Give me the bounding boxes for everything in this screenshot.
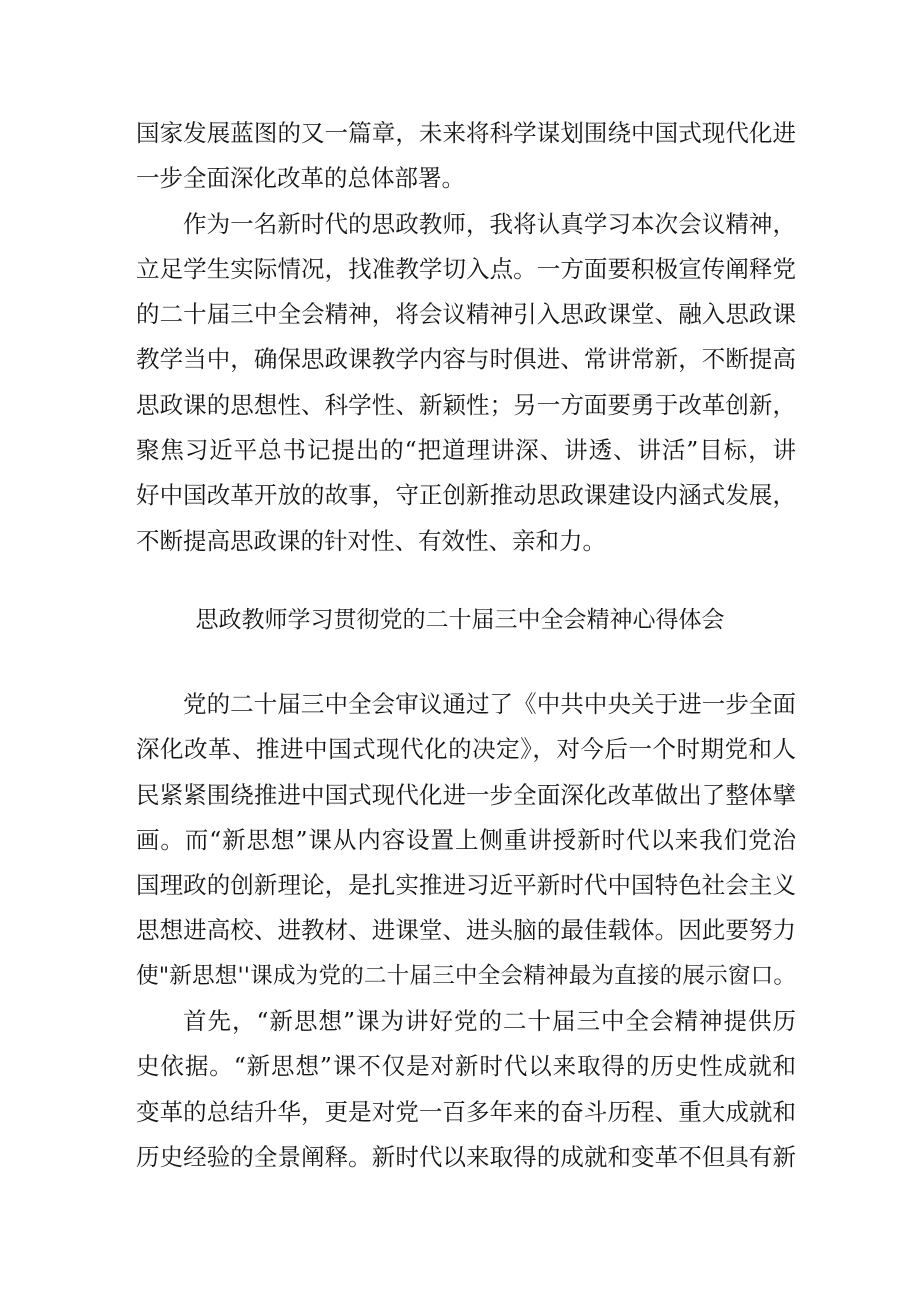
text-line: 党的二十届三中全会审议通过了《中共中央关于进一步全面: [183, 690, 796, 718]
text-line: 变革的总结升华，更是对党一百多年来的奋斗历程、重大成就和: [136, 1097, 796, 1126]
text-line: 使"新思想''课成为党的二十届三中全会精神最为直接的展示窗口。: [136, 962, 796, 989]
text-line: 作为一名新时代的思政教师，我将认真学习本次会议精神，: [183, 209, 796, 238]
text-line: 深化改革、推进中国式现代化的决定》，对今后一个时期党和人: [136, 735, 796, 764]
text-line: 思想进高校、进教材、进课堂、进头脑的最佳载体。因此要努力: [136, 916, 796, 945]
text-line: 史依据。“新思想”课不仅是对新时代以来取得的历史性成就和: [136, 1052, 796, 1081]
text-line: 的二十届三中全会精神，将会议精神引入思政课堂、融入思政课: [136, 300, 796, 329]
text-line: 聚焦习近平总书记提出的“把道理讲深、讲透、讲活”目标，讲: [136, 436, 796, 465]
text-line: 好中国改革开放的故事，守正创新推动思政课建设内涵式发展，: [136, 481, 796, 510]
body-text-upper: [136, 111, 796, 564]
text-line: 国理政的创新理论，是扎实推进习近平新时代中国特色社会主义: [136, 871, 796, 900]
text-line: 国家发展蓝图的又一篇章，未来将科学谋划围绕中国式现代化进: [136, 119, 796, 147]
text-line: 民紧紧围绕推进中国式现代化进一步全面深化改革做出了整体擘: [136, 780, 796, 809]
body-text-lower: [136, 682, 796, 1180]
text-line: 一步全面深化改革的总体部署。: [136, 164, 465, 193]
text-line: 历史经验的全景阐释。新时代以来取得的成就和变革不但具有新: [136, 1142, 796, 1171]
text-line: 立足学生实际情况，找准教学切入点。一方面要积极宣传阐释党: [136, 254, 796, 283]
article-title: 思政教师学习贯彻党的二十届三中全会精神心得体会: [195, 607, 725, 633]
text-line: 画。而“新思想”课从内容设置上侧重讲授新时代以来我们党治: [136, 825, 796, 854]
text-line: 不断提高思政课的针对性、有效性、亲和力。: [136, 526, 606, 555]
text-line: 教学当中，确保思政课教学内容与时俱进、常讲常新，不断提高: [136, 345, 796, 374]
text-line: 首先，“新思想”课为讲好党的二十届三中全会精神提供历: [183, 1007, 796, 1036]
text-line: 思政课的思想性、科学性、新颖性；另一方面要勇于改革创新，: [136, 390, 796, 419]
